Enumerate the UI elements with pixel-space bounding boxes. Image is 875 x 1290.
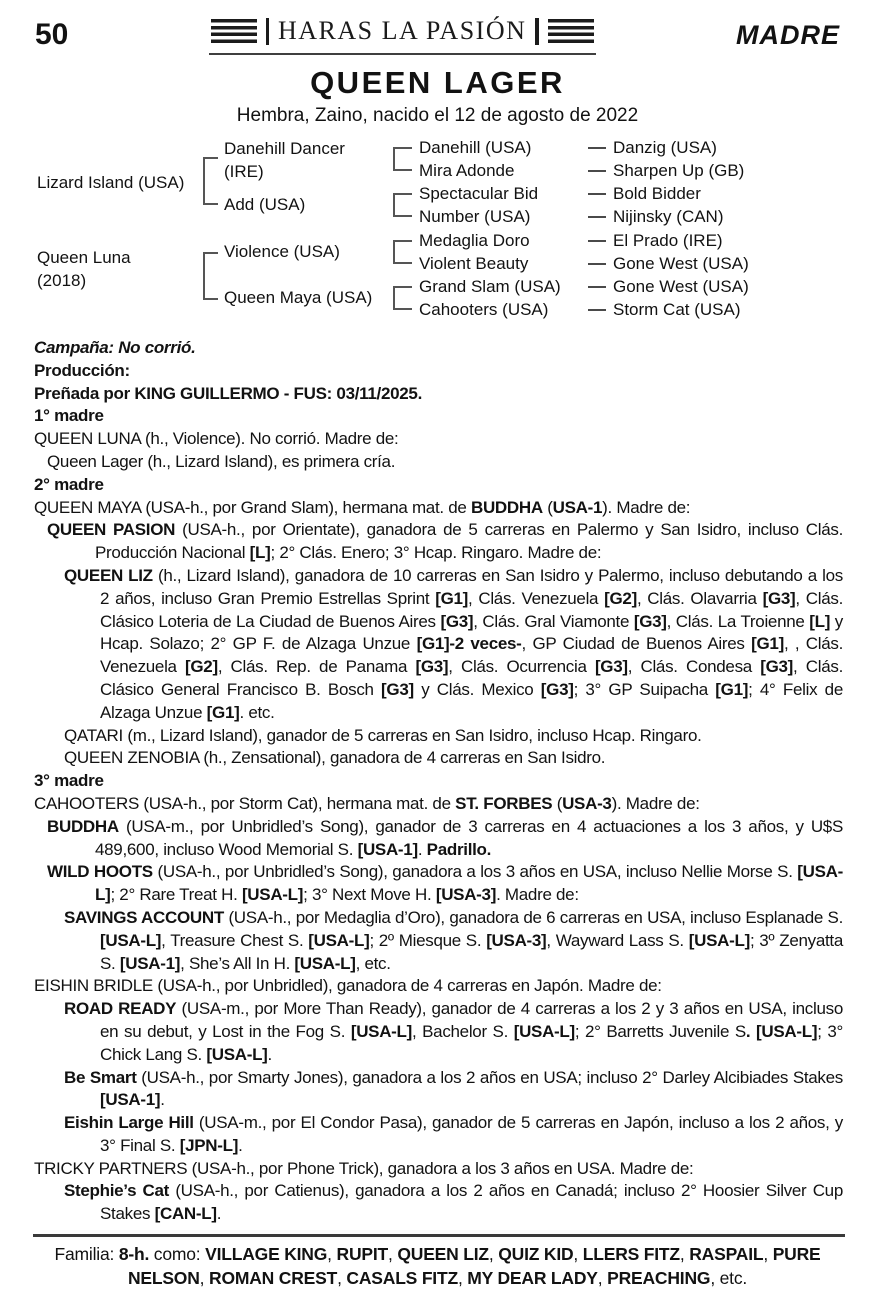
pedigree-node-g4: Gone West (USA)	[588, 276, 749, 297]
catalog-paragraph: EISHIN BRIDLE (USA-h., por Unbridled), ganadora de 4 carreras en Japón. Madre de:	[34, 976, 662, 996]
pedigree-dash-icon	[588, 309, 606, 311]
pedigree-node-g2: Queen Maya (USA)	[224, 288, 373, 307]
pedigree-sire: Lizard Island (USA)	[37, 173, 185, 192]
pedigree-node-g4: Bold Bidder	[588, 183, 701, 204]
pedigree-dash-icon	[588, 263, 606, 265]
pedigree-node-g3: Danehill (USA)	[419, 138, 532, 157]
pedigree-node-g4: Sharpen Up (GB)	[588, 160, 744, 181]
logo-bars-right-icon	[548, 19, 594, 43]
catalog-paragraph: 1° madre	[34, 406, 104, 426]
pedigree-node-g3: Grand Slam (USA)	[419, 277, 561, 296]
catalog-paragraph: WILD HOOTS (USA-h., por Unbridled’s Song), ganadora a los 3 años en USA, incluso Nellie Morse S. [USA-L]; 2° Rare Treat H. [USA-L]; 3° Next Move H. [USA-3]. Madre de:	[47, 862, 844, 905]
pedigree-dash-icon	[588, 147, 606, 149]
family-divider	[33, 1234, 845, 1237]
page-header	[0, 12, 875, 55]
catalog-paragraph: CAHOOTERS (USA-h., por Storm Cat), hermana mat. de ST. FORBES (USA-3). Madre de:	[34, 793, 700, 813]
catalog-paragraph: Preñada por KING GUILLERMO - FUS: 03/11/2025.	[34, 383, 422, 403]
pedigree-node-g3: Mira Adonde	[419, 161, 515, 180]
pedigree-node-g3: Violent Beauty	[419, 254, 529, 273]
body-text	[34, 337, 843, 1226]
pedigree-node-g3: Cahooters (USA)	[419, 300, 549, 319]
page-footer	[0, 1226, 875, 1290]
pedigree-bracket	[203, 252, 218, 300]
catalog-paragraph: 3° madre	[34, 771, 104, 791]
logo-pipe-right-icon	[535, 18, 539, 45]
pedigree-chart	[0, 136, 875, 330]
page-number: 50	[35, 18, 69, 51]
logo-pipe-left-icon	[266, 18, 270, 45]
pedigree-bracket	[393, 193, 412, 217]
pedigree-node-g3: Spectacular Bid	[419, 184, 539, 203]
pedigree-node-g3: Number (USA)	[419, 207, 531, 226]
catalog-paragraph: TRICKY PARTNERS (USA-h., por Phone Trick), ganadora a los 3 años en USA. Madre de:	[34, 1158, 694, 1178]
pedigree-dash-icon	[588, 240, 606, 242]
catalog-paragraph: QATARI (m., Lizard Island), ganador de 5 carreras en San Isidro, incluso Hcap. Ringaro.	[64, 725, 702, 745]
logo-text: HARAS LA PASIÓN	[278, 16, 527, 45]
catalog-paragraph: QUEEN MAYA (USA-h., por Grand Slam), hermana mat. de BUDDHA (USA-1). Madre de:	[34, 497, 691, 517]
catalog-paragraph: ROAD READY (USA-m., por More Than Ready), ganador de 4 carreras a los 2 y 3 años en USA, incluso en su debut, y Lost in the Fog S. [USA-L], Bachelor S. [USA-L]; 2° Barretts Juvenile S. [USA-L]; 3° Chick Lang S. [USA-L].	[64, 999, 843, 1064]
pedigree-node-g4: Danzig (USA)	[588, 137, 717, 158]
horse-name-title: QUEEN LAGER	[310, 65, 565, 100]
corner-label-madre: MADRE	[736, 20, 840, 50]
catalog-paragraph: Stephie’s Cat (USA-h., por Catienus), ganadora a los 2 años en Canadá; incluso 2° Hoosier Silver Cup Stakes [CAN-L].	[64, 1181, 843, 1224]
catalog-paragraph: 2° madre	[34, 474, 104, 494]
horse-details: Hembra, Zaino, nacido el 12 de agosto de 2022	[236, 105, 639, 126]
catalog-paragraph: QUEEN LIZ (h., Lizard Island), ganadora de 10 carreras en San Isidro y Palermo, incluso debutando a los 2 años, incluso Gran Premio Estrellas Sprint [G1], Clás. Venezuela [G2], Clás. Olavarria [G3], Clás. Clásico Loteria de La Ciudad de Buenos Aires [G3], Clás. Gral Viamonte [G3], Clás. La Troienne [L] y Hcap. Solazo; 2° GP F. de Alzaga Unzue [G1]-2 veces-, GP Ciudad de Buenos Aires [G1], , Clás. Venezuela [G2], Clás. Rep. de Panama [G3], Clás. Ocurrencia [G3], Clás. Condesa [G3], Clás. Clásico General Francisco B. Bosch [G3] y Clás. Mexico [G3]; 3° GP Suipacha [G1]; 4° Felix de Alzaga Unzue [G1]. etc.	[64, 565, 844, 722]
pedigree-bracket	[393, 286, 412, 310]
pedigree-node-g4: El Prado (IRE)	[588, 230, 723, 251]
pedigree-dash-icon	[588, 170, 606, 172]
pedigree-bracket	[203, 157, 218, 205]
pedigree-bracket	[393, 147, 412, 171]
catalog-paragraph: QUEEN ZENOBIA (h., Zensational), ganadora de 4 carreras en San Isidro.	[64, 748, 606, 768]
catalog-paragraph: Producción:	[34, 360, 130, 380]
pedigree-node-g2: Add (USA)	[224, 195, 306, 214]
haras-logo	[209, 12, 596, 55]
catalog-paragraph: Queen Lager (h., Lizard Island), es primera cría.	[47, 451, 396, 471]
pedigree-node-g4: Nijinsky (CAN)	[588, 206, 724, 227]
catalog-paragraph: Campaña: No corrió.	[34, 338, 196, 357]
pedigree-dash-icon	[588, 286, 606, 288]
catalog-paragraph: Eishin Large Hill (USA-m., por El Condor Pasa), ganador de 5 carreras en Japón, incluso a los 2 años, y 3° Final S. [JPN-L].	[64, 1113, 843, 1155]
catalog-paragraph: SAVINGS ACCOUNT (USA-h., por Medaglia d’Oro), ganadora de 6 carreras en USA, incluso Esplanade S. [USA-L], Treasure Chest S. [USA-L]; 2º Miesque S. [USA-3], Wayward Lass S. [USA-L]; 3º Zenyatta S. [USA-1], She’s All In H. [USA-L], etc.	[64, 907, 843, 973]
pedigree-node-g4: Storm Cat (USA)	[588, 299, 741, 320]
pedigree-bracket	[393, 240, 412, 264]
pedigree-dash-icon	[588, 216, 606, 218]
pedigree-node-g4: Gone West (USA)	[588, 253, 749, 274]
pedigree-node-g2: Violence (USA)	[224, 242, 340, 261]
catalog-paragraph: Be Smart (USA-h., por Smarty Jones), ganadora a los 2 años en USA; incluso 2° Darley Alcibiades Stakes [USA-1].	[64, 1067, 843, 1110]
pedigree-node-g2: Danehill Dancer (IRE)	[224, 139, 345, 181]
pedigree-dash-icon	[588, 193, 606, 195]
catalog-paragraph: QUEEN PASION (USA-h., por Orientate), ganadora de 5 carreras en Palermo y San Isidro, incluso Clás. Producción Nacional [L]; 2° Clás. Enero; 3° Hcap. Ringaro. Madre de:	[47, 520, 843, 563]
family-line: Familia: 8-h. como: VILLAGE KING, RUPIT, QUEEN LIZ, QUIZ KID, LLERS FITZ, RASPAIL, PURE NELSON, ROMAN CREST, CASALS FITZ, MY DEAR LADY, PREACHING, etc.	[54, 1244, 821, 1289]
pedigree-dam: Queen Luna (2018)	[37, 248, 131, 290]
catalog-paragraph: BUDDHA (USA-m., por Unbridled’s Song), ganador de 3 carreras en 4 actuaciones a los 3 años, y U$S 489,600, incluso Wood Memorial S. [USA-1]. Padrillo.	[47, 816, 843, 859]
logo-bars-left-icon	[211, 19, 257, 43]
pedigree-node-g3: Medaglia Doro	[419, 231, 530, 250]
catalog-paragraph: QUEEN LUNA (h., Violence). No corrió. Madre de:	[34, 429, 399, 449]
